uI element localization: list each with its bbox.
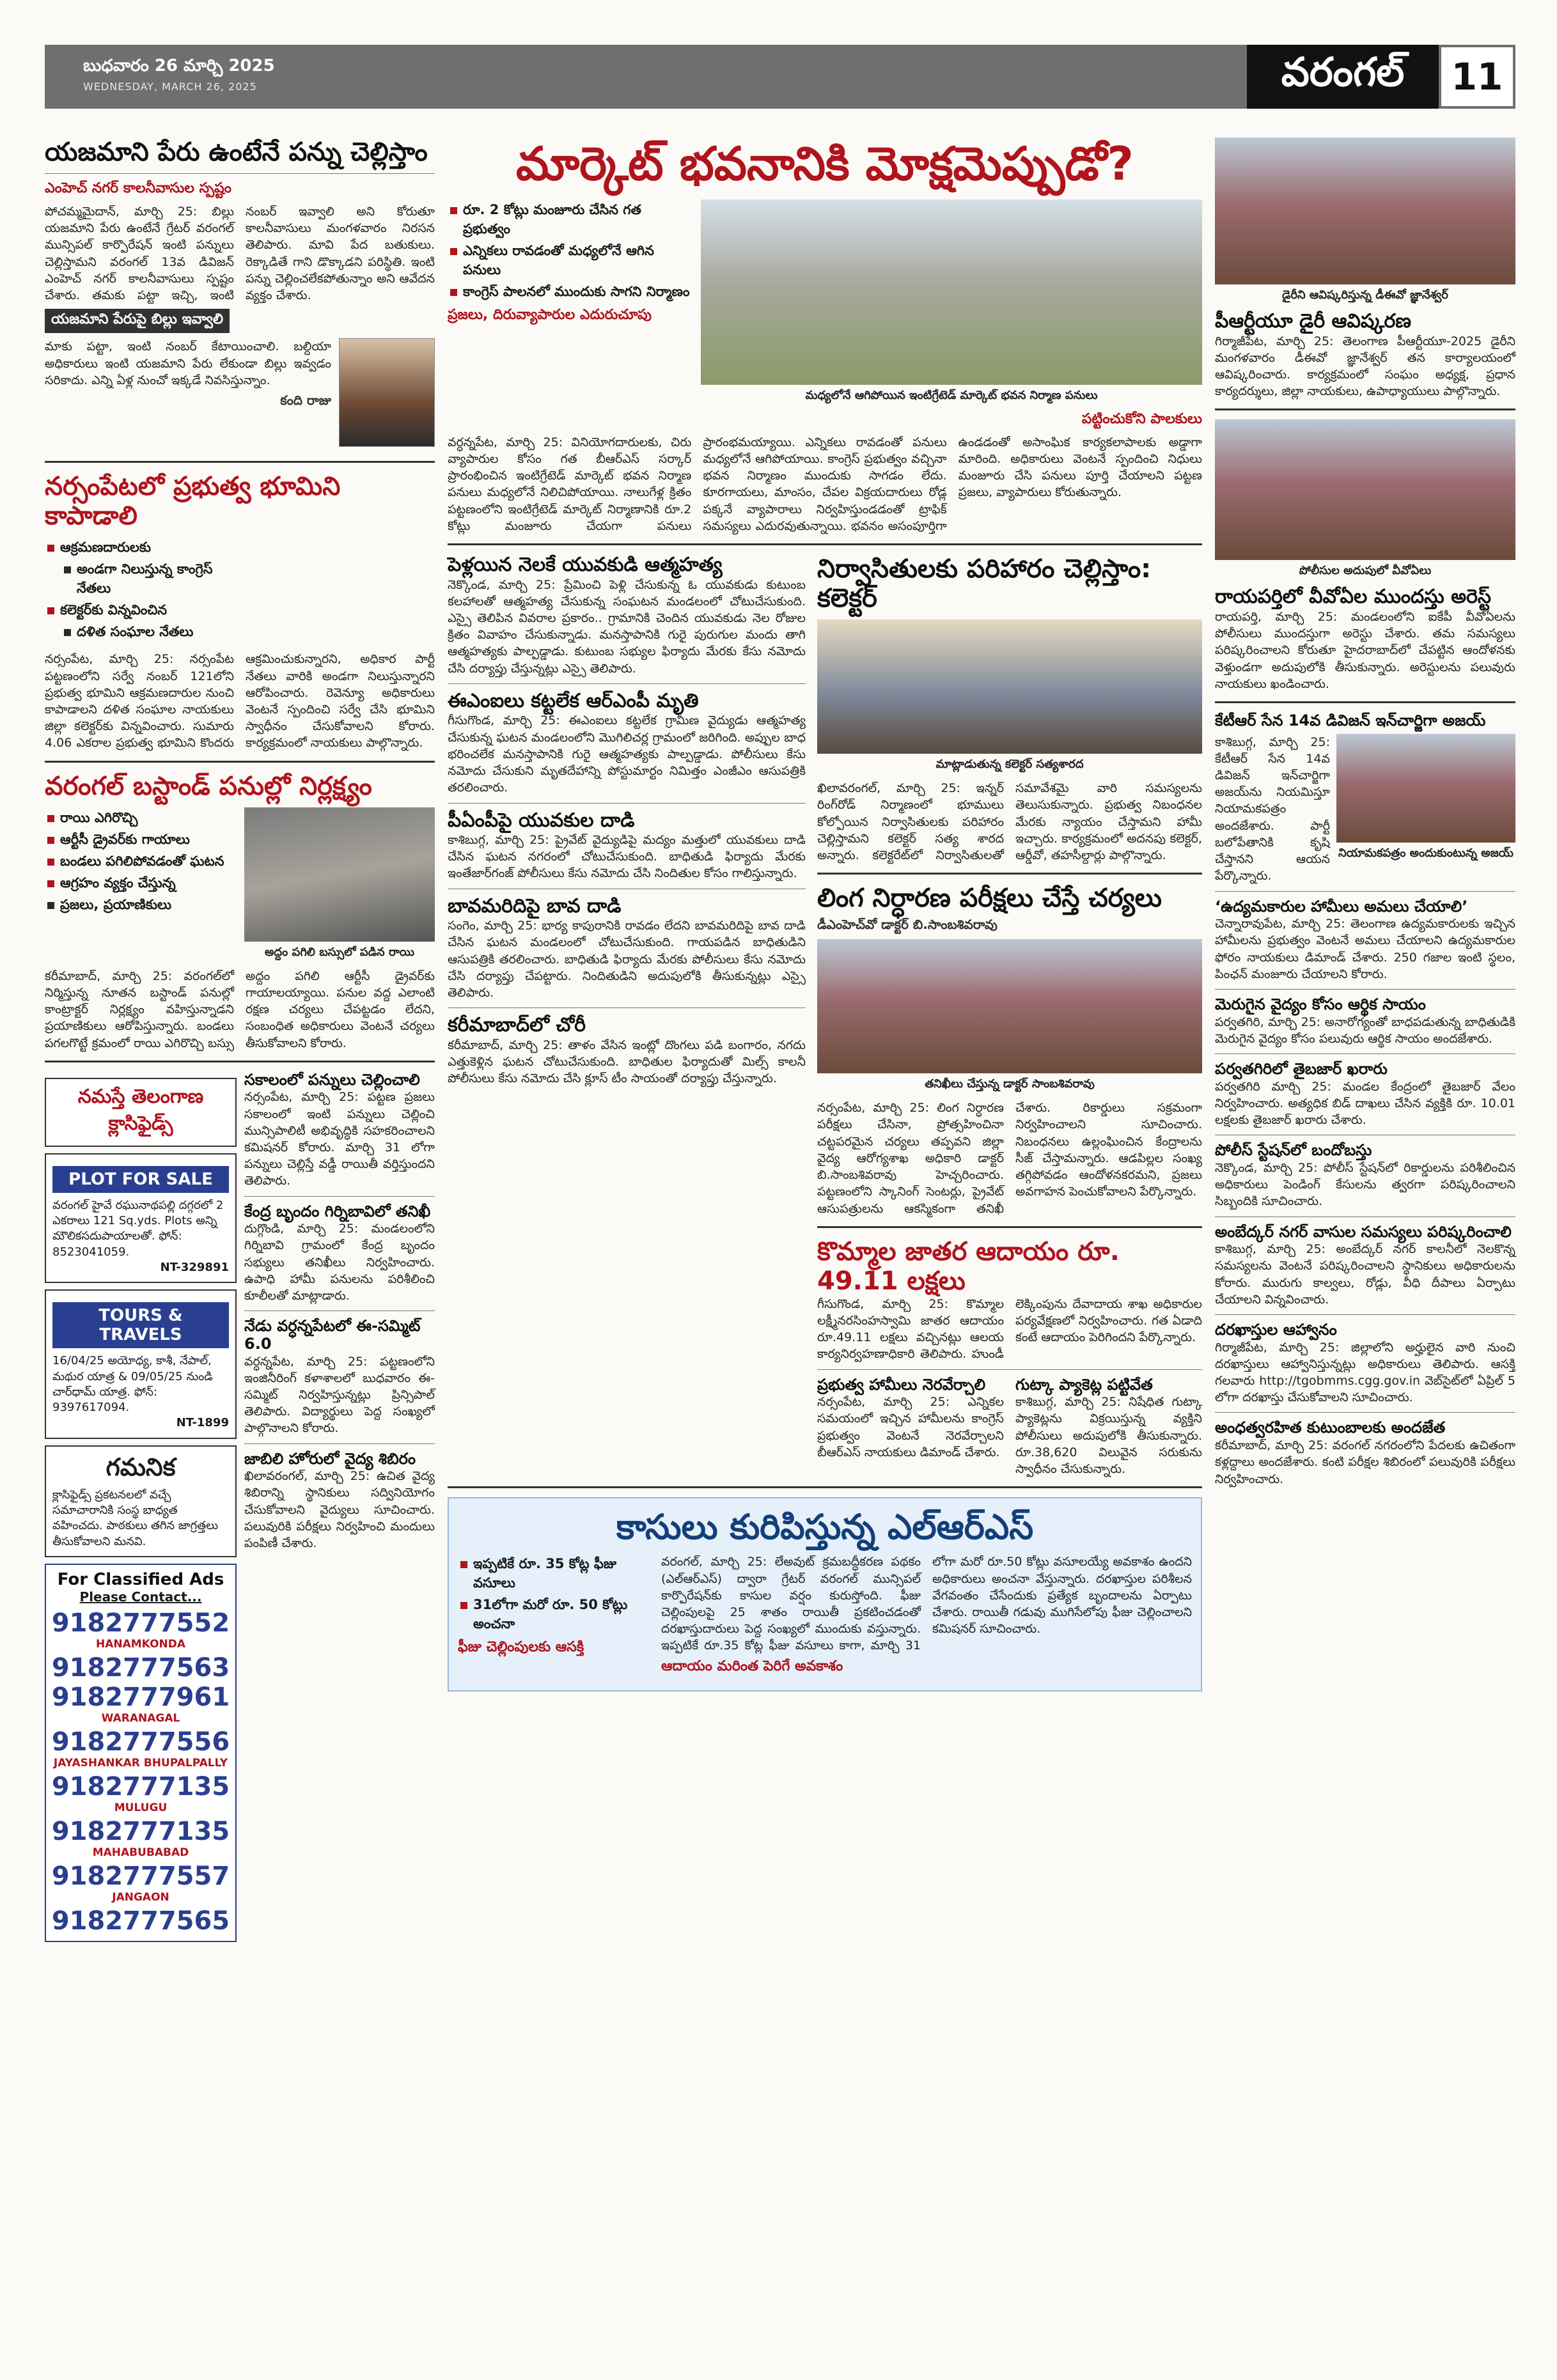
headline: కేంద్ర బృందం గిర్నిబావిలో తనిఖీ <box>244 1202 431 1220</box>
bullet: దళిత సంఘాల నేతలు <box>77 624 230 643</box>
article-spectacles <box>1215 1419 1515 1487</box>
headline: నర్సంపేటలో ప్రభుత్వ భూమిని కాపాడాలి <box>45 472 341 531</box>
quote-head: యజమాని పేరుపై బిల్లు ఇవ్వాలి <box>45 309 230 333</box>
article-body: గిర్మాజీపేట, మార్చి 25: జిల్లాలోని అర్హులైన వారి నుంచి దరఖాస్తులు ఆహ్వానిస్తున్నట్లు అధికారులు తెలిపారు. ఆసక్తి గలవారు http://tgobmms.cgg.gov.in వెబ్‌సైట్‌లో ఏప్రిల్ 5 లోగా దరఖాస్తు చేసుకోవాలని సూచించారు. <box>1215 1340 1515 1405</box>
article-bavamaridi <box>448 896 806 1002</box>
article-applications <box>1215 1321 1515 1406</box>
article-police <box>1215 1142 1515 1209</box>
tours-head: TOURS & TRAVELS <box>52 1302 229 1348</box>
bullet: 31లోగా మరో రూ. 50 కోట్లు అంచనా <box>473 1597 650 1635</box>
photo-caption: మాట్లాడుతున్న కలెక్టర్ సత్యశారద <box>935 758 1084 772</box>
headline: పర్వతగిరిలో తైబజార్ ఖరారు <box>1215 1060 1388 1078</box>
byline: డీఎంహెచ్‌వో డాక్టర్ బి.సాంబశివరావు <box>817 917 998 933</box>
article-body: వర్ధన్నపేట, మార్చి 25: పట్టణంలోని ఇంజినీరింగ్ కళాశాలలో బుధవారం ఈ-సమ్మిట్ నిర్వహిస్తున్నట్లు ప్రిన్సిపాల్ తెలిపారు. విద్యార్థులు పెద్ద సంఖ్యలో పాల్గొనాలని కోరారు. <box>244 1354 435 1436</box>
tours-text: 16/04/25 అయోధ్య, కాశీ, నేపాల్, మథుర యాత్ర & 09/05/25 నుండి చార్‌ధామ్ యాత్ర. ఫోన్: 9397617094. <box>52 1354 213 1415</box>
phone-location: WARANAGAL <box>101 1711 180 1725</box>
diary-launch-photo <box>1215 137 1515 284</box>
notice-box <box>45 1445 237 1557</box>
headline: గుట్కా ప్యాకెట్ల పట్టివేత <box>1015 1375 1153 1394</box>
article-prtu-diary <box>1215 137 1515 400</box>
lead-headline: మార్కెట్ భవనానికి మోక్షమెప్పుడో? <box>515 137 1134 191</box>
plot-head: PLOT FOR SALE <box>52 1166 229 1193</box>
article-body: నెక్కొండ, మార్చి 25: ప్రేమించి పెళ్లి చేసుకున్న ఓ యువకుడు కుటుంబ కలహాలతో ఆత్మహత్య చేసుకున్న సంఘటన మండలంలో చోటుచేసుకుంది. ఎస్సై తెలిపిన వివరాల ప్రకారం.. గ్రామానికి చెందిన యువకుడు నెల రోజుల క్రితం వివాహం చేసుకున్నాడు. మనస్తాపానికి గురై పురుగుల మందు తాగి ఆత్మహత్యకు పాల్పడ్డాడు. కుటుంబ సభ్యుల ఫిర్యాదు మేరకు కేసు నమోదు చేసి దర్యాప్తు చేస్తున్నట్లు ఎస్సై తెలిపారు. <box>448 577 806 676</box>
article-body: నర్సంపేట, మార్చి 25: లింగ నిర్ధారణ పరీక్షలు చేసినా, ప్రోత్సహించినా చట్టపరమైన చర్యలు తప్పవని జిల్లా వైద్య ఆరోగ్యశాఖ అధికారి డాక్టర్ బి.సాంబశివరావు హెచ్చరించారు. పట్టణంలోని స్కానింగ్ సెంటర్లు, ప్రైవేట్ ఆసుపత్రులను ఆకస్మికంగా తనిఖీ చేశారు. రికార్డులు సక్రమంగా నిర్వహించాలని సూచించారు. నిబంధనలు ఉల్లంఘించిన కేంద్రాలను సీజ్ చేస్తామన్నారు. ఆడపిల్లల సంఖ్య తగ్గిపోవడం ఆందోళనకరమని, ప్రజలు అవగాహన పెంచుకోవాలని పేర్కొన్నారు. <box>817 1101 1202 1216</box>
article-health-camp <box>244 1451 435 1552</box>
article-body: చెన్నారావుపేట, మార్చి 25: తెలంగాణ ఉద్యమకారులకు ఇచ్చిన హామీలను ప్రభుత్వం వెంటనే అమలు చేయాలని ఉద్యమకారుల ఫోరం నాయకులు డిమాండ్ చేశారు. 250 గజాల ఇంటి స్థలం, పింఛన్ మంజూరు చేయాలని కోరారు. <box>1215 917 1515 981</box>
article-body: వరంగల్, మార్చి 25: లేఅవుట్ క్రమబద్ధీకరణ పథకం (ఎల్‌ఆర్‌ఎస్) ద్వారా గ్రేటర్ వరంగల్ మున్సిపల్ కార్పొరేషన్‌కు కాసుల వర్షం కురుస్తోంది. ఫీజు చెల్లింపులపై 25 శాతం రాయితీ ప్రకటించడంతో దరఖాస్తుదారులు పెద్ద సంఖ్యలో ముందుకు వస్తున్నారు. ఇప్పటికే రూ.35 కోట్ల ఫీజు వసూలు కాగా, మార్చి 31 లోగా మరో రూ.50 కోట్లు వసూలయ్యే అవకాశం ఉందని అధికారులు అంచనా వేస్తున్నారు. దరఖాస్తుల పరిశీలన వేగవంతం చేసేందుకు ప్రత్యేక బృందాలను ఏర్పాటు చేశారు. రాయితీ గడువు ముగిసేలోపు ఫీజు చెల్లించాలని కమిషనర్ సూచించారు. <box>661 1555 1192 1653</box>
phone-number: 9182777563 <box>51 1653 230 1683</box>
photo-caption: తనిఖీలు చేస్తున్న డాక్టర్ సాంబశివరావు <box>925 1077 1095 1091</box>
quote-body: మాకు పట్టా, ఇంటి నంబర్ కేటాయించాలి. బల్దియా అధికారులు ఇంటి యజమాని పేరు లేకుండా బిల్లు ఇవ్వడం సరికాదు. ఎన్ని ఏళ్ల నుంచో ఇక్కడే నివసిస్తున్నాం. <box>45 339 331 387</box>
headline: దరఖాస్తుల ఆహ్వానం <box>1215 1321 1337 1339</box>
market-building-photo <box>701 199 1202 385</box>
article-activists <box>1215 898 1515 983</box>
subheadline: ఫీజు చెల్లింపులకు ఆసక్తి <box>458 1639 584 1656</box>
article-body: నర్సంపేట, మార్చి 25: నర్సంపేట పట్టణంలోని సర్వే నంబర్ 121లోని ప్రభుత్వ భూమిని ఆక్రమణదారుల నుంచి కాపాడాలని దళిత సంఘాల నాయకులు జిల్లా కలెక్టర్‌కు విన్నవించారు. సుమారు 4.06 ఎకరాల ప్రభుత్వ భూమిని కొందరు ఆక్రమించుకున్నారని, అధికార పార్టీ నేతలు వారికి అండగా నిలుస్తున్నారని ఆరోపించారు. రెవెన్యూ అధికారులు వెంటనే స్పందించి సర్వే చేసి భూమిని స్వాధీనం చేసుకోవాలని కోరారు. కార్యక్రమంలో నాయకులు పాల్గొన్నారు. <box>45 652 435 751</box>
quote-box <box>45 309 435 452</box>
classifieds-brand <box>45 1078 237 1147</box>
article-body: రాయపర్తి, మార్చి 25: మండలంలోని ఐకేపీ వీవోఏలను పోలీసులు ముందస్తుగా అరెస్టు చేశారు. తమ సమస్యలు పరిష్కరించాలని కోరుతూ హైదరాబాద్‌లో చేపట్టిన ఆందోళనకు వెళ్తుండగా అదుపులోకి తీసుకున్నారు. అరెస్టులను పలువురు నాయకులు ఖండించారు. <box>1215 609 1515 691</box>
article-body: నర్సంపేట, మార్చి 25: ఎన్నికల సమయంలో ఇచ్చిన హామీలను కాంగ్రెస్ ప్రభుత్వం వెంటనే నెరవేర్చాలని బీఆర్‌ఎస్ నాయకులు డిమాండ్ చేశారు. <box>817 1395 1004 1459</box>
center-column <box>448 137 1202 1692</box>
article-attack <box>448 810 806 882</box>
photo-caption: అద్దం పగిలి బస్సులో పడిన రాయి <box>265 945 414 959</box>
headline: కొమ్మాల జాతర ఆదాయం రూ. 49.11 లక్షలు <box>817 1236 1120 1296</box>
bullet: ఆర్టీసీ డ్రైవర్‌కు గాయాలు <box>60 832 237 851</box>
headline: పీఏంపీపై యువకుల దాడి <box>448 809 635 832</box>
headline: కరీమాబాద్‌లో చోరీ <box>448 1014 586 1037</box>
city-name: వరంగల్ <box>1247 45 1439 109</box>
phone-location: MAHABUBABAD <box>92 1846 189 1859</box>
headline: ఈఎంఐలు కట్టలేక ఆర్‌ఎంపీ మృతి <box>448 689 699 712</box>
article-gutka <box>1015 1376 1202 1478</box>
article-vova-arrest <box>1215 419 1515 692</box>
contact-sub: Please Contact... <box>79 1589 202 1605</box>
appointment-photo <box>1336 734 1515 843</box>
bullet: కలెక్టర్‌కు విన్నవించిన <box>60 602 230 621</box>
brand-title: నమస్తే తెలంగాణ క్లాసిఫైడ్స్ <box>77 1085 204 1135</box>
caption-sub: పట్టించుకోని పాలకులు <box>1081 410 1202 427</box>
article-guarantees <box>817 1376 1004 1478</box>
headline: బావమరిదిపై బావ దాడి <box>448 894 622 917</box>
contact-head: For Classified Ads <box>57 1569 224 1589</box>
phone-location: JAYASHANKAR BHUPALPALLY <box>53 1756 228 1769</box>
headline: సకాలంలో పన్నులు చెల్లించాలి <box>244 1070 420 1089</box>
bus-window-photo <box>244 807 435 942</box>
page-number: 11 <box>1439 45 1515 109</box>
phone-location: HANAMKONDA <box>95 1637 186 1651</box>
bullet: ఆక్రమణదారులకు <box>60 540 230 559</box>
article-central-team <box>244 1203 435 1305</box>
bullet: రూ. 2 కోట్లు మంజూరు చేసిన గత ప్రభుత్వం <box>463 202 691 240</box>
lead-article <box>448 137 1202 534</box>
article-narsampet-land <box>45 472 435 751</box>
arrest-photo <box>1215 419 1515 560</box>
article-bus-stand <box>45 772 435 1052</box>
article-body: నెక్కొండ, మార్చి 25: పోలీస్ స్టేషన్‌లో రికార్డులను పరిశీలించిన అధికారులు పెండింగ్ కేసులను త్వరగా పరిష్కరించాలని సిబ్బందికి సూచించారు. <box>1215 1160 1515 1209</box>
article-rmp-death <box>448 690 806 797</box>
article-youth-suicide <box>448 554 806 677</box>
inspection-photo <box>817 939 1202 1073</box>
article-body: కాశిబుగ్గ, మార్చి 25: ప్రైవేట్ వైద్యుడిపై మద్యం మత్తులో యువకులు దాడి చేసిన ఘటన నగరంలో చోటుచేసుకుంది. బాధితుడి ఫిర్యాదు మేరకు ఇంతేజార్‌గంజ్ పోలీసులు కేసు నమోదు చేసి నిందితుల కోసం గాలిస్తున్నారు. <box>448 833 806 881</box>
subheadline: ఆదాయం మరింత పెరిగే అవకాశం <box>661 1658 843 1674</box>
article-body: గీసుగొండ, మార్చి 25: ఈఎంఐలు కట్టలేక గ్రామీణ వైద్యుడు ఆత్మహత్య చేసుకున్న ఘటన మండలంలోని మొగిలిచర్ల గ్రామంలో జరిగింది. అప్పుల బాధ భరించలేక మనస్తాపానికి గురై ఆత్మహత్యకు పాల్పడ్డాడు. పోలీసులు కేసు నమోదు చేసుకుని మృతదేహాన్ని పోస్టుమార్టం నిమిత్తం ఎంజీఎం ఆసుపత్రికి తరలించారు. <box>448 713 806 795</box>
article-body: కరీమాబాద్, మార్చి 25: వరంగల్ నగరంలోని పేదలకు ఉచితంగా కళ్లద్దాలు అందజేశారు. కంటి పరీక్షల శిబిరంలో పలువురికి పరీక్షలు నిర్వహించారు. <box>1215 1438 1515 1486</box>
headline: అంబేద్కర్ నగర్ వాసుల సమస్యలు పరిష్కరించాలి <box>1215 1222 1512 1241</box>
phone-number: 9182777565 <box>51 1906 230 1936</box>
article-body: కరీమాబాద్, మార్చి 25: తాళం వేసిన ఇంట్లో దొంగలు పడి బంగారం, నగదు ఎత్తుకెళ్లిన ఘటన చోటుచేసుకుంది. బాధితుల ఫిర్యాదుతో మిల్స్ కాలనీ పోలీసులు కేసు నమోదు చేసి క్లూస్ టీం సాయంతో దర్యాప్తు చేస్తున్నారు. <box>448 1038 806 1086</box>
plot-ad <box>45 1153 237 1283</box>
headline: పోలీస్ స్టేషన్‌లో బందోబస్తు <box>1215 1141 1372 1160</box>
headline: లింగ నిర్ధారణ పరీక్షలు చేస్తే చర్యలు <box>817 883 1162 914</box>
left-column <box>45 137 435 1942</box>
article-pay-taxes <box>244 1071 435 1190</box>
article-ktr-sena <box>1215 712 1515 885</box>
bullet: కాంగ్రెస్ పాలనలో ముందుకు సాగని నిర్మాణం <box>463 284 691 303</box>
article-body: కాశిబుగ్గ, మార్చి 25: అంబేద్కర్ నగర్ కాలనీలో నెలకొన్న సమస్యలను వెంటనే పరిష్కరించాలని స్థానికులు అధికారులను కోరారు. మురుగు కాల్వలు, రోడ్లు, వీధి దీపాలు ఏర్పాటు చేయాలని విన్నవించారు. <box>1215 1242 1515 1307</box>
article-e-summit <box>244 1318 435 1436</box>
article-body: కరీమాబాద్, మార్చి 25: వరంగల్‌లో నిర్మిస్తున్న నూతన బస్టాండ్ పనుల్లో కాంట్రాక్టర్ నిర్లక్ష్యం వహిస్తున్నాడని ప్రయాణికులు ఆరోపిస్తున్నారు. బండలు పగలగొట్టే క్రమంలో రాయి ఎగిరొచ్చి బస్సు అద్దం పగిలి ఆర్టీసీ డ్రైవర్‌కు గాయాలయ్యాయి. పనుల వద్ద ఎలాంటి రక్షణ చర్యలు చేపట్టడం లేదని, సంబంధిత అధికారులు వెంటనే చర్యలు తీసుకోవాలని కోరారు. <box>45 968 435 1050</box>
article-body: కాశిబుగ్గ, మార్చి 25: నిషేధిత గుట్కా ప్యాకెట్లను విక్రయిస్తున్న వ్యక్తిని పోలీసులు అదుపులోకి తీసుకున్నారు. రూ.38,620 విలువైన సరుకును స్వాధీనం చేసుకున్నారు. <box>1015 1395 1202 1477</box>
bullet: ఆగ్రహం వ్యక్తం చేస్తున్న <box>60 875 237 894</box>
bullet: బండలు పగిలిపోవడంతో ఘటన <box>60 853 237 873</box>
photo-caption: డైరీని ఆవిష్కరిస్తున్న డీఈవో జ్ఞానేశ్వర్ <box>1282 288 1448 302</box>
person-photo <box>339 338 435 447</box>
headline: అంధత్వరహిత కుటుంబాలకు అందజేత <box>1215 1419 1446 1437</box>
quote-name: కంది రాజు <box>280 392 331 408</box>
headline: రాయపర్తిలో వీవోఏల ముందస్తు అరెస్ట్ <box>1215 586 1491 609</box>
article-body: దుగ్గొండి, మార్చి 25: మండలంలోని గిర్నిబావి గ్రామంలో కేంద్ర బృందం సభ్యులు తనిఖీలు నిర్వహించారు. ఉపాధి హామీ పనులను పరిశీలించి కూలీలతో మాట్లాడారు. <box>244 1222 435 1303</box>
article-body: సంగెం, మార్చి 25: భార్య కాపురానికి రావడం లేదని బావమరిదిపై బావ దాడి చేసిన ఘటన మండలంలో చోటుచేసుకుంది. గాయపడిన బాధితుడిని ఆసుపత్రికి తరలించారు. బాధితుడి ఫిర్యాదు మేరకు పోలీసులు కేసు నమోదు చేసి దర్యాప్తు చేపట్టారు. నిందితుడిని అదుపులోకి తీసుకున్నట్లు ఎస్సై తెలిపారు. <box>448 919 806 1000</box>
article-body: పర్వతగిరి, మార్చి 25: అనారోగ్యంతో బాధపడుతున్న బాధితుడికి మెరుగైన వైద్యం కోసం పలువురు ఆర్థిక సాయం అందజేశారు. <box>1215 1015 1515 1046</box>
subheadline: ఎంహెచ్ నగర్ కాలనీవాసుల స్పష్టం <box>45 180 231 196</box>
article-taibazar <box>1215 1061 1515 1128</box>
plot-code: NT-329891 <box>160 1260 229 1274</box>
subheadline: ప్రజలు, దిరువ్యాపారుల ఎదురుచూపు <box>448 306 652 323</box>
article-body: గిర్మాజీపేట, మార్చి 25: తెలంగాణ పీఆర్టీయూ-2025 డైరీని మంగళవారం డీఈవో జ్ఞానేశ్వర్ తన కార్యాలయంలో ఆవిష్కరించారు. కార్యక్రమంలో సంఘం అధ్యక్ష, ప్రధాన కార్యదర్శులు, జిల్లా నాయకులు, ఉపాధ్యాయులు పాల్గొన్నారు. <box>1215 334 1515 399</box>
bullet: ఇప్పటికే రూ. 35 కోట్ల ఫీజు వసూలు <box>473 1556 650 1594</box>
article-body: నర్సంపేట, మార్చి 25: పట్టణ ప్రజలు సకాలంలో ఇంటి పన్నులు చెల్లించి మున్సిపాలిటీ అభివృద్ధికి సహకరించాలని కమిషనర్ కోరారు. మార్చి 31 లోగా పన్నులు చెల్లిస్తే వడ్డీ రాయితీ వర్తిస్తుందని తెలిపారు. <box>244 1090 435 1188</box>
phone-location: MULUGU <box>114 1801 168 1814</box>
tours-ad <box>45 1289 237 1438</box>
article-body: ఖిలావరంగల్, మార్చి 25: ఇన్నర్ రింగ్‌రోడ్ నిర్మాణంలో భూములు కోల్పోయిన నిర్వాసితులకు పరిహారం చెల్లిస్తామని కలెక్టర్ సత్య శారద అన్నారు. కలెక్టరేట్‌లో నిర్వాసితులతో సమావేశమై వారి సమస్యలను తెలుసుకున్నారు. ప్రభుత్వ నిబంధనల మేరకు న్యాయం చేస్తామని హామీ ఇచ్చారు. కార్యక్రమంలో అదనపు కలెక్టర్, ఆర్డీవో, తహసీల్దార్లు పాల్గొన్నారు. <box>817 781 1202 862</box>
headline: కేటీఆర్ సేన 14వ డివిజన్ ఇన్‌చార్జిగా అజయ్ <box>1215 711 1486 729</box>
article-body: పోచమ్మమైదాన్, మార్చి 25: బిల్లు యజమాని పేరు ఉంటేనే గ్రేటర్ వరంగల్ మున్సిపల్ కార్పొరేషన్ ఇంటి పన్నులు చెల్లిస్తామని వరంగల్ 13వ డివిజన్ ఎంహెచ్ నగర్ కాలనీవాసులు స్పష్టం చేశారు. తమకు పట్టా ఇచ్చి, ఇంటి నంబర్ ఇవ్వాలి అని కోరుతూ కాలనీవాసులు మంగళవారం నిరసన తెలిపారు. మావి పేద బతుకులు. రెక్కాడితే గాని డొక్కాడని పరిస్థితి. ఇంటి పన్ను చెల్లించలేకపోతున్నాం అని ఆవేదన వ్యక్తం చేశారు. <box>45 205 435 303</box>
bullet: అండగా నిలుస్తున్న కాంగ్రెస్ నేతలు <box>77 561 230 600</box>
phone-location: JANGAON <box>112 1890 169 1904</box>
phone-number: 9182777135 <box>51 1816 230 1846</box>
phone-number: 9182777556 <box>51 1727 230 1757</box>
article-body: ఖిలావరంగల్, మార్చి 25: ఉచిత వైద్య శిబిరాన్ని స్థానికులు సద్వినియోగం చేసుకోవాలని వైద్యులు సూచించారు. పలువురికి పరీక్షలు నిర్వహించి మందులు పంపిణీ చేశారు. <box>244 1469 435 1551</box>
headline: పీఆర్టీయూ డైరీ ఆవిష్కరణ <box>1215 310 1412 332</box>
article-body: కాశిబుగ్గ, మార్చి 25: కేటీఆర్ సేన 14వ డివిజన్ ఇన్‌చార్జిగా అజయ్‌ను నియమిస్తూ నియామకపత్రం అందజేశారు. పార్టీ బలోపేతానికి కృషి చేస్తానని ఆయన పేర్కొన్నారు. <box>1215 735 1330 883</box>
photo-caption: మధ్యలోనే ఆగిపోయిన ఇంటిగ్రేటెడ్ మార్కెట్ భవన నిర్మాణ పనులు <box>805 388 1098 402</box>
date-english: WEDNESDAY, MARCH 26, 2025 <box>83 81 257 93</box>
bullet: రాయి ఎగిరొచ్చి <box>60 810 237 829</box>
article-medical-aid <box>1215 996 1515 1047</box>
phone-number: 9182777135 <box>51 1771 230 1801</box>
collector-meeting-photo <box>817 619 1202 754</box>
headline: జాబిలి హోరులో వైద్య శిబిరం <box>244 1449 416 1468</box>
phone-number: 9182777961 <box>51 1682 230 1712</box>
notice-head: గమనిక <box>106 1452 176 1481</box>
article-ambedkar-nagar <box>1215 1224 1515 1308</box>
headline: కాసులు కురిపిస్తున్న ఎల్‌ఆర్‌ఎస్ <box>616 1507 1034 1548</box>
right-column <box>1215 137 1515 1488</box>
headline: ‘ఉద్యమకారుల హామీలు అమలు చేయాలి’ <box>1215 897 1468 915</box>
date-telugu: బుధవారం 26 మార్చి 2025 <box>83 56 275 75</box>
article-body: గీసుగొండ, మార్చి 25: కొమ్మాల లక్ష్మీనరసింహస్వామి జాతర ఆదాయం రూ.49.11 లక్షలు వచ్చినట్లు ఆలయ కార్యనిర్వహణాధికారి తెలిపారు. హుండీ లెక్కింపును దేవాదాయ శాఖ అధికారుల పర్యవేక్షణలో నిర్వహించారు. గత ఏడాది కంటే ఆదాయం పెరిగిందని పేర్కొన్నారు. <box>817 1296 1202 1362</box>
headline: ప్రభుత్వ హామీలు నెరవేర్చాలి <box>817 1375 986 1394</box>
classified-contacts <box>45 1564 237 1942</box>
article-owner-name <box>45 137 435 452</box>
phone-number: 9182777552 <box>51 1608 230 1638</box>
article-jatara <box>817 1237 1202 1363</box>
bullet: ప్రజలు, ప్రయాణికులు <box>60 897 237 916</box>
article-body: వర్ధన్నపేట, మార్చి 25: వినియోగదారులకు, చిరు వ్యాపారుల కోసం గత బీఆర్‌ఎస్ సర్కార్ ప్రారంభించిన ఇంటిగ్రేటెడ్ మార్కెట్ భవన నిర్మాణ పనులు మధ్యలోనే నిలిచిపోయాయి. నాలుగేళ్ల క్రితం పట్టణంలోని ఇంటిగ్రేటెడ్ మార్కెట్ నిర్మాణానికి రూ.2 కోట్లు మంజూరు చేయగా పనులు ప్రారంభమయ్యాయి. ఎన్నికలు రావడంతో పనులు మధ్యలోనే ఆగిపోయాయి. కాంగ్రెస్ ప్రభుత్వం వచ్చినా భవన నిర్మాణం ముందుకు సాగడం లేదు. కూరగాయలు, మాంసం, చేపల విక్రయదారులు రోడ్ల పక్కనే వ్యాపారాలు నిర్వహిస్తుండడంతో ట్రాఫిక్ సమస్యలు ఎదురవుతున్నాయి. భవనం అసంపూర్తిగా ఉండడంతో అసాంఘిక కార్యకలాపాలకు అడ్డాగా మారింది. అధికారులు వెంటనే స్పందించి నిధులు మంజూరు చేసి పనులు పూర్తి చేయాలని పట్టణ ప్రజలు, వ్యాపారులు కోరుతున్నారు. <box>448 435 1202 533</box>
photo-caption: పోలీసుల అదుపులో వీవోఏలు <box>1299 564 1432 578</box>
headline: నేడు వర్ధన్నపేటలో ఈ-సమ్మిట్ 6.0 <box>244 1317 421 1353</box>
headline: యజమాని పేరు ఉంటేనే పన్ను చెల్లిస్తాం <box>45 137 428 167</box>
headline: వరంగల్ బస్టాండ్ పనుల్లో నిర్లక్ష్యం <box>45 771 372 801</box>
notice-text: క్లాసిఫైడ్స్ ప్రకటనలలో వచ్చే సమాచారానికి సంస్థ బాధ్యత వహించదు. పాఠకులు తగిన జాగ్రత్తలు తీసుకోవాలని మనవి. <box>52 1488 219 1548</box>
article-theft <box>448 1015 806 1087</box>
article-lrs <box>448 1497 1202 1691</box>
phone-number: 9182777557 <box>51 1861 230 1891</box>
article-collector <box>817 554 1202 864</box>
plot-text: వరంగల్ హైవే రఘునాథపల్లి దగ్గరలో 2 ఎకరాలు 121 Sq.yds. Plots అన్ని మౌలికసదుపాయాలతో. ఫోన్: 8523041059. <box>52 1198 224 1259</box>
bullet: ఎన్నికలు రావడంతో మధ్యలోనే ఆగిన పనులు <box>463 243 691 281</box>
photo-caption: నియామకపత్రం అందుకుంటున్న అజయ్ <box>1338 846 1514 860</box>
classifieds-section <box>45 1071 435 1942</box>
headline: పెళ్లయిన నెలకే యువకుడి ఆత్మహత్య <box>448 554 723 577</box>
headline: మెరుగైన వైద్యం కోసం ఆర్థిక సాయం <box>1215 995 1426 1013</box>
tours-code: NT-1899 <box>176 1416 229 1430</box>
masthead <box>45 45 1515 109</box>
article-gender-test <box>817 883 1202 1217</box>
headline: నిర్వాసితులకు పరిహారం చెల్లిస్తాం: కలెక్టర్ <box>817 554 1152 614</box>
article-body: పర్వతగిరి మార్చి 25: మండల కేంద్రంలో తైబజార్ వేలం నిర్వహించారు. అత్యధిక బిడ్ దాఖలు చేసిన వ్యక్తికి రూ. 10.01 లక్షలకు తైబజార్ ఖరారు చేశారు. <box>1215 1079 1515 1128</box>
